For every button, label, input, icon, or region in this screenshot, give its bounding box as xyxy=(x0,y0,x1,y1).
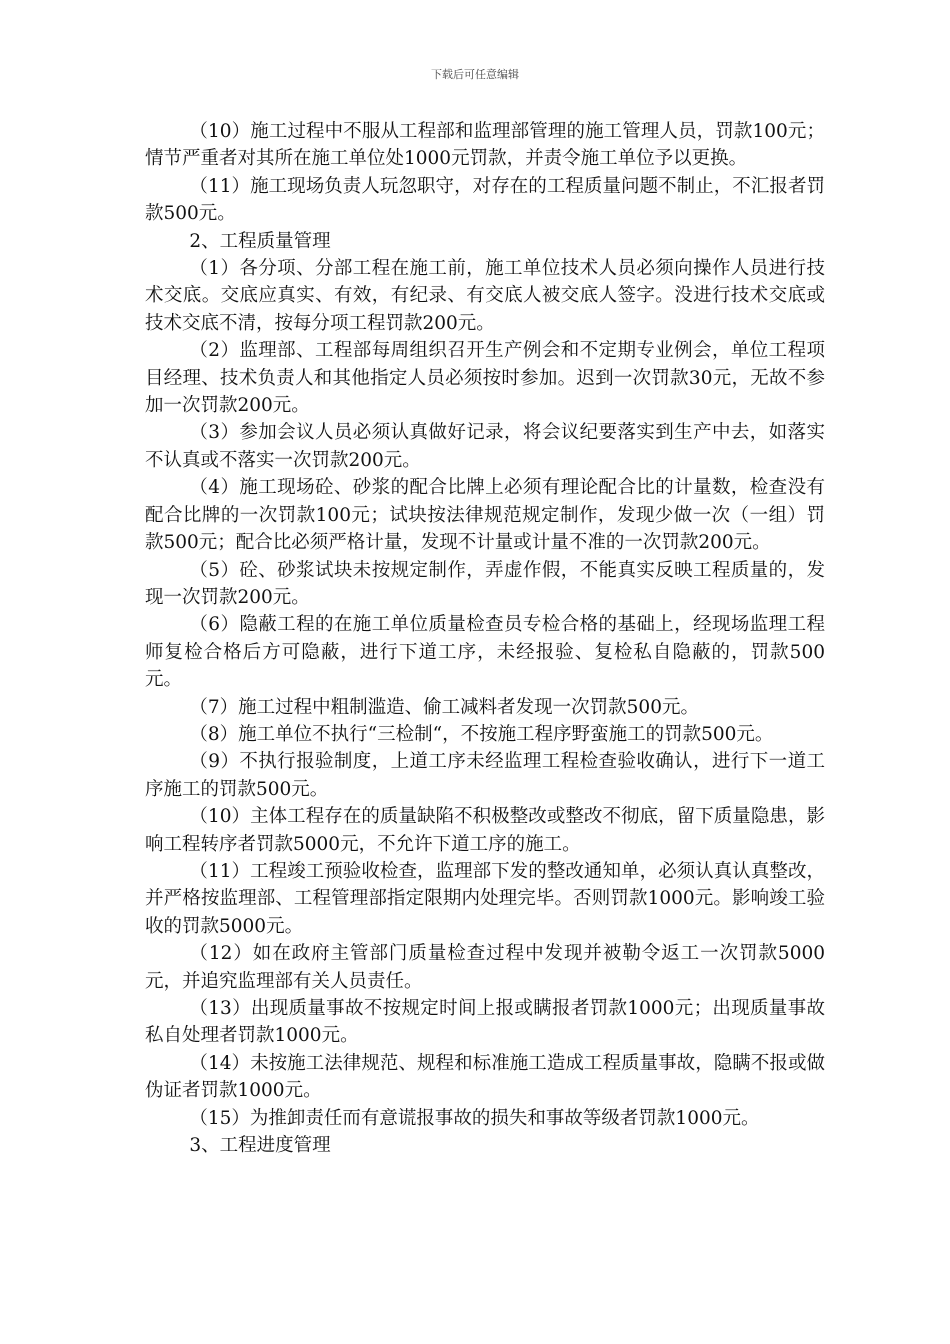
paragraph-quality-15: （15）为推卸责任而有意谎报事故的损失和事故等级者罚款1000元。 xyxy=(189,1107,760,1129)
paragraph-item-11-site-manager: （11）施工现场负责人玩忽职守，对存在的工程质量问题不制止，不汇报者罚款500元。 xyxy=(145,175,825,225)
paragraph-quality-10: （10）主体工程存在的质量缺陷不积极整改或整改不彻底，留下质量隐患，影响工程转序者罚款5000元，不允许下道工序的施工。 xyxy=(145,806,825,855)
section-heading-quality: 2、工程质量管理 xyxy=(189,230,331,252)
section-heading-schedule: 3、工程进度管理 xyxy=(189,1135,331,1157)
paragraph-quality-3: （3）参加会议人员必须认真做好记录，将会议纪要落实到生产中去，如落实不认真或不落实一次罚款200元。 xyxy=(145,422,825,471)
paragraph-quality-13: （13）出现质量事故不按规定时间上报或瞒报者罚款1000元；出现质量事故私自处理者罚款1000元。 xyxy=(145,998,825,1047)
paragraph-quality-5: （5）砼、砂浆试块未按规定制作，弄虚作假，不能真实反映工程质量的，发现一次罚款200元。 xyxy=(145,559,825,608)
paragraph-quality-11: （11）工程竣工预验收检查，监理部下发的整改通知单，必须认真认真整改，并严格按监理部、工程管理部指定限期内处理完毕。否则罚款1000元。影响竣工验收的罚款5000元。 xyxy=(145,860,825,937)
page-header: 下载后可任意编辑 xyxy=(431,68,519,81)
paragraph-quality-8: （8）施工单位不执行“三检制“，不按施工程序野蛮施工的罚款500元。 xyxy=(189,723,774,745)
paragraph-quality-6: （6）隐蔽工程的在施工单位质量检查员专检合格的基础上，经现场监理工程师复检合格后方可隐蔽，进行下道工序，未经报验、复检私自隐蔽的，罚款500元。 xyxy=(145,614,825,691)
paragraph-quality-2: （2）监理部、工程部每周组织召开生产例会和不定期专业例会，单位工程项目经理、技术负责人和其他指定人员必须按时参加。迟到一次罚款30元，无故不参加一次罚款200元。 xyxy=(145,340,825,417)
paragraph-quality-14: （14）未按施工法律规范、规程和标准施工造成工程质量事故，隐瞒不报或做伪证者罚款1000元。 xyxy=(145,1052,825,1102)
document-body xyxy=(145,118,825,1159)
paragraph-quality-7: （7）施工过程中粗制滥造、偷工减料者发现一次罚款500元。 xyxy=(189,696,699,718)
paragraph-quality-12: （12）如在政府主管部门质量检查过程中发现并被勒令返工一次罚款5000元，并追究监理部有关人员责任。 xyxy=(145,943,825,992)
paragraph-quality-9: （9）不执行报验制度，上道工序未经监理工程检查验收确认，进行下一道工序施工的罚款500元。 xyxy=(145,751,825,800)
paragraph-quality-4: （4）施工现场砼、砂浆的配合比牌上必须有理论配合比的计量数，检查没有配合比牌的一次罚款100元；试块按法律规范规定制作，发现少做一次（一组）罚款500元；配合比必须严格计量，发现不计量或计量不准的一次罚款200元。 xyxy=(145,477,825,554)
paragraph-quality-1: （1）各分项、分部工程在施工前，施工单位技术人员必须向操作人员进行技术交底。交底应真实、有效，有纪录、有交底人被交底人签字。没进行技术交底或技术交底不清，按每分项工程罚款200元。 xyxy=(145,258,825,334)
paragraph-item-10-management: （10）施工过程中不服从工程部和监理部管理的施工管理人员，罚款100元；情节严重者对其所在施工单位处1000元罚款，并责令施工单位予以更换。 xyxy=(145,121,825,170)
